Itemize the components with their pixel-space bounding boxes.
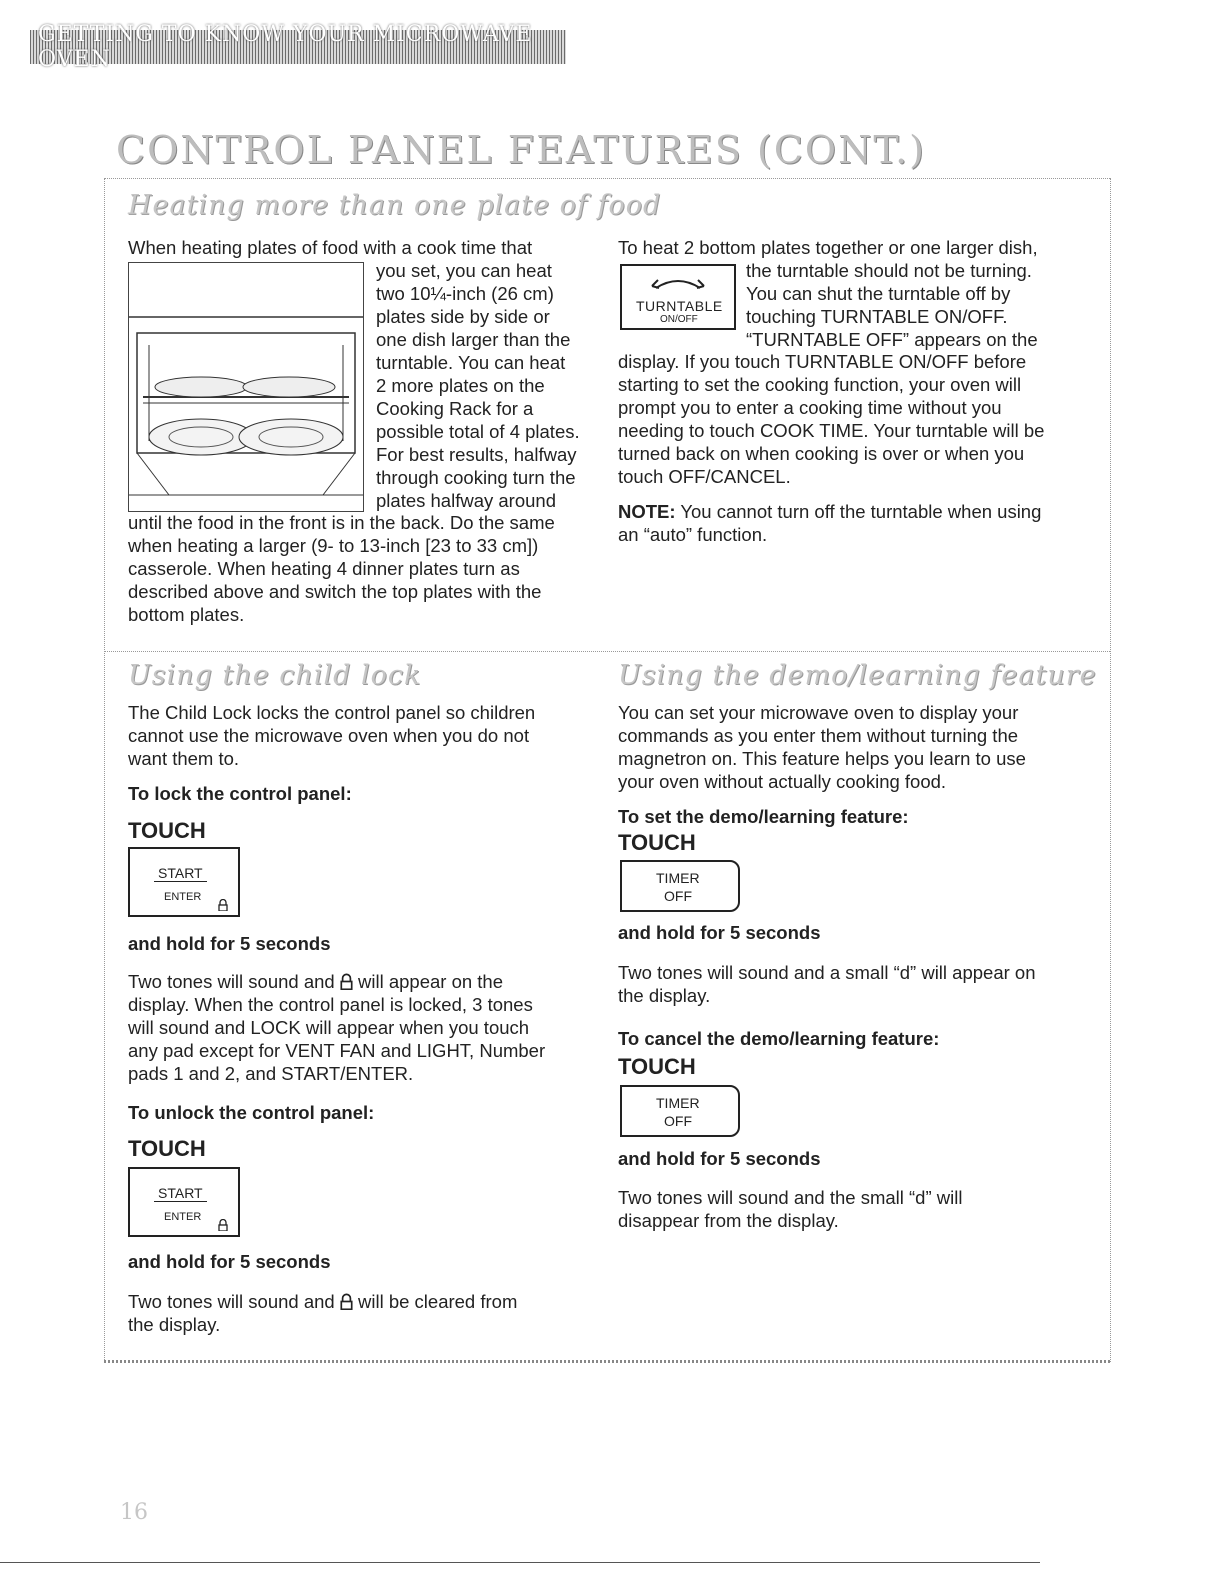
lock-heading: To lock the control panel: bbox=[128, 783, 352, 804]
heating-heading: Heating more than one plate of food bbox=[128, 190, 662, 221]
right-rule bbox=[1110, 178, 1111, 1362]
turntable-pad-label: TURNTABLE bbox=[636, 298, 723, 314]
heating-wrap-line: plates halfway around bbox=[376, 490, 556, 511]
note bbox=[618, 500, 1098, 546]
child-lock-intro bbox=[128, 701, 608, 770]
child-lock-intro-line: cannot use the microwave oven when you do not bbox=[128, 725, 530, 746]
demo-cancel-heading: To cancel the demo/learning feature: bbox=[618, 1028, 940, 1049]
demo-cancel-hold-text: and hold for 5 seconds bbox=[618, 1148, 821, 1169]
demo-intro-line: magnetron on. This feature helps you learn to use bbox=[618, 748, 1026, 769]
rotate-arrows-icon bbox=[648, 276, 708, 296]
child-lock-heading: Using the child lock bbox=[128, 660, 422, 691]
turntable-after-line: needing to touch COOK TIME. Your turntable will be bbox=[618, 420, 1045, 441]
pad-enter-label: ENTER bbox=[164, 891, 202, 903]
turntable-wrap-text bbox=[746, 259, 1096, 351]
demo-intro-line: commands as you enter them without turning the bbox=[618, 725, 1019, 746]
section-banner bbox=[30, 22, 566, 72]
timer-off-pad-cancel[interactable] bbox=[620, 1085, 740, 1137]
pad-off-label: OFF bbox=[664, 1113, 692, 1129]
turntable-after-line: display. If you touch TURNTABLE ON/OFF before bbox=[618, 351, 1027, 372]
unlock-result bbox=[128, 1290, 608, 1336]
unlock-result-a: Two tones will sound and bbox=[128, 1291, 340, 1312]
note-label: NOTE: bbox=[618, 501, 676, 522]
turntable-after-line: touch OFF/CANCEL. bbox=[618, 466, 791, 487]
lock-result-line: pads 1 and 2, and START/ENTER. bbox=[128, 1063, 414, 1084]
unlock-touch-label: TOUCH bbox=[128, 1136, 206, 1161]
start-enter-pad-unlock[interactable] bbox=[128, 1167, 240, 1237]
demo-heading: Using the demo/learning feature bbox=[618, 660, 1097, 691]
demo-set-result-line: the display. bbox=[618, 985, 711, 1006]
heating-wrap-line: two 10¼-inch (26 cm) bbox=[376, 283, 554, 304]
oven-plates-icon bbox=[129, 263, 363, 511]
demo-set-heading: To set the demo/learning feature: bbox=[618, 806, 909, 827]
pad-timer-label: TIMER bbox=[656, 870, 700, 886]
turntable-on-off-pad[interactable] bbox=[620, 264, 736, 330]
heating-wrap-line: plates side by side or bbox=[376, 306, 550, 327]
turntable-after-line: starting to set the cooking function, your oven will bbox=[618, 374, 1022, 395]
heating-line1: When heating plates of food with a cook time that bbox=[128, 237, 533, 258]
heating-wrap-line: 2 more plates on the bbox=[376, 375, 545, 396]
pad-enter-label: ENTER bbox=[164, 1211, 202, 1223]
page-title: CONTROL PANEL FEATURES (CONT.) bbox=[116, 128, 926, 172]
start-enter-pad-lock[interactable] bbox=[128, 847, 240, 917]
lock-result-b: will appear on the bbox=[352, 971, 504, 992]
pad-timer-label: TIMER bbox=[656, 1095, 700, 1111]
turntable-after-line: prompt you to enter a cooking time without you bbox=[618, 397, 1002, 418]
unlock-result-line2: the display. bbox=[128, 1314, 221, 1335]
heating-after-line: when heating a larger (9- to 13-inch [23 to 33 cm]) bbox=[128, 535, 539, 556]
unlock-hold-text: and hold for 5 seconds bbox=[128, 1251, 331, 1272]
left-rule bbox=[104, 178, 105, 1362]
note-line2: an “auto” function. bbox=[618, 524, 768, 545]
heating-wrap-line: possible total of 4 plates. bbox=[376, 421, 580, 442]
lock-icon bbox=[340, 1293, 353, 1310]
demo-set-result-line: Two tones will sound and a small “d” will appear on bbox=[618, 962, 1036, 983]
heating-after-line: described above and switch the top plates with the bbox=[128, 581, 542, 602]
demo-touch-label: TOUCH bbox=[618, 830, 696, 855]
lock-result-lines bbox=[128, 993, 608, 1085]
middle-rule bbox=[104, 651, 1110, 652]
heating-wrap-text bbox=[376, 259, 616, 512]
bottom-rule bbox=[104, 1360, 1110, 1363]
lock-result-line: any pad except for VENT FAN and LIGHT, Number bbox=[128, 1040, 546, 1061]
lock-icon bbox=[218, 1219, 228, 1231]
demo-cancel-result-line: Two tones will sound and the small “d” will bbox=[618, 1187, 963, 1208]
demo-intro-line: your oven without actually cooking food. bbox=[618, 771, 947, 792]
turntable-wrap-line: touching TURNTABLE ON/OFF. bbox=[746, 306, 1008, 327]
turntable-line1: To heat 2 bottom plates together or one larger dish, bbox=[618, 237, 1038, 258]
turntable-pad-sub: ON/OFF bbox=[660, 314, 698, 325]
timer-off-pad-set[interactable] bbox=[620, 860, 740, 912]
turntable-wrap-line: You can shut the turntable off by bbox=[746, 283, 1011, 304]
heating-after-line: bottom plates. bbox=[128, 604, 245, 625]
lock-touch-label: TOUCH bbox=[128, 818, 206, 843]
lock-result-line: display. When the control panel is locked, 3 tones bbox=[128, 994, 533, 1015]
pad-start-label: START bbox=[154, 865, 207, 882]
heating-wrap-line: For best results, halfway bbox=[376, 444, 577, 465]
turntable-after-text bbox=[618, 350, 1098, 488]
section-banner-text: GETTING TO KNOW YOUR MICROWAVE OVEN bbox=[38, 22, 533, 72]
lock-icon bbox=[218, 899, 228, 911]
demo-set-result bbox=[618, 961, 1098, 1007]
turntable-wrap-line: “TURNTABLE OFF” appears on the bbox=[746, 329, 1038, 350]
turntable-wrap-line: the turntable should not be turning. bbox=[746, 260, 1032, 281]
note-line1: You cannot turn off the turntable when using bbox=[675, 501, 1042, 522]
heating-after-line: casserole. When heating 4 dinner plates turn as bbox=[128, 558, 520, 579]
lock-result bbox=[128, 970, 608, 1085]
heating-wrap-line: through cooking turn the bbox=[376, 467, 576, 488]
demo-intro-line: You can set your microwave oven to display your bbox=[618, 702, 1019, 723]
heating-wrap-line: you set, you can heat bbox=[376, 260, 552, 281]
child-lock-intro-line: want them to. bbox=[128, 748, 240, 769]
heating-wrap-line: Cooking Rack for a bbox=[376, 398, 534, 419]
lock-result-line: will sound and LOCK will appear when you touch bbox=[128, 1017, 530, 1038]
heating-wrap-line: turntable. You can heat bbox=[376, 352, 566, 373]
lock-result-a: Two tones will sound and bbox=[128, 971, 340, 992]
demo-cancel-result-line: disappear from the display. bbox=[618, 1210, 839, 1231]
pad-start-label: START bbox=[154, 1185, 207, 1202]
lock-hold-text: and hold for 5 seconds bbox=[128, 933, 331, 954]
heating-after-line: until the food in the front is in the back. Do the same bbox=[128, 512, 555, 533]
pad-off-label: OFF bbox=[664, 888, 692, 904]
demo-cancel-touch-label: TOUCH bbox=[618, 1054, 696, 1079]
demo-cancel-result bbox=[618, 1186, 1098, 1232]
demo-hold-text: and hold for 5 seconds bbox=[618, 922, 821, 943]
lock-icon bbox=[340, 973, 353, 990]
unlock-result-b: will be cleared from bbox=[352, 1291, 518, 1312]
turntable-after-line: turned back on when cooking is over or when you bbox=[618, 443, 1025, 464]
heating-wrap-line: one dish larger than the bbox=[376, 329, 571, 350]
oven-illustration bbox=[128, 262, 364, 512]
child-lock-intro-line: The Child Lock locks the control panel so children bbox=[128, 702, 536, 723]
unlock-heading: To unlock the control panel: bbox=[128, 1102, 375, 1123]
page-number: 16 bbox=[120, 1500, 148, 1525]
demo-intro bbox=[618, 701, 1098, 793]
heating-after-text bbox=[128, 511, 608, 626]
top-rule bbox=[104, 178, 1110, 179]
footer-rule bbox=[0, 1562, 1040, 1563]
